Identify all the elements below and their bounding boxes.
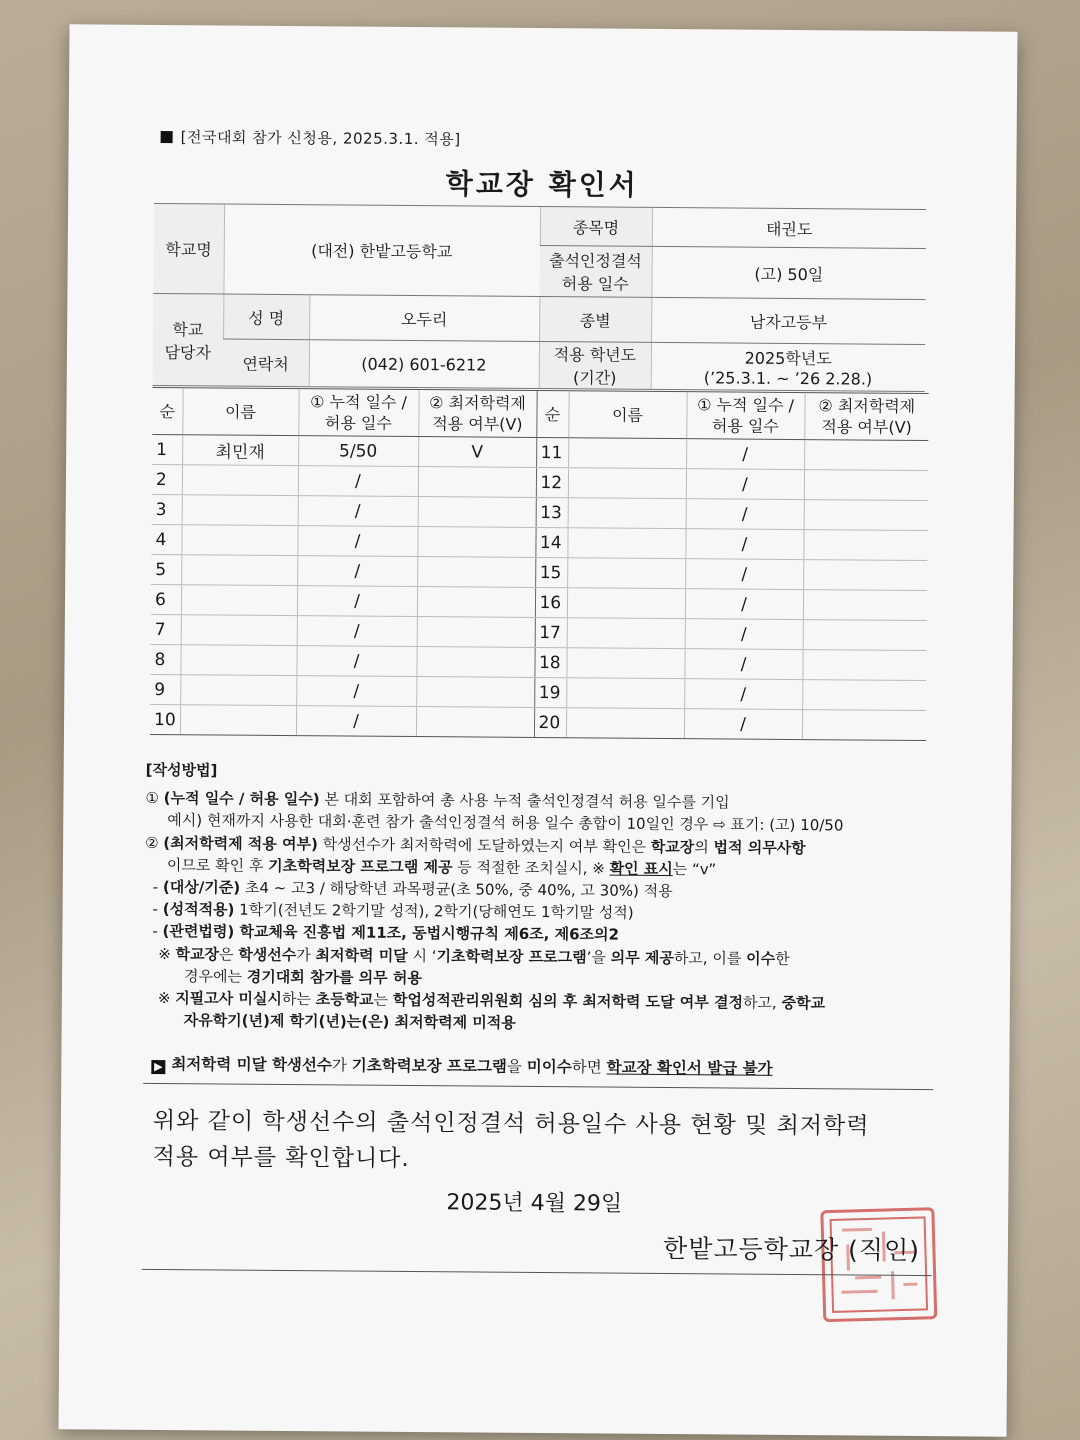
col-days [298,389,418,437]
row-name-right [567,618,685,649]
allowed-days-label-line2: 허용 일수 [561,274,629,294]
row-min [417,527,535,558]
row-days: / [297,616,417,647]
row-no-right: 12 [536,467,568,497]
col-min-line2: 적용 여부(V) [432,414,523,434]
t: 기초학력보장 프로그램 [436,946,587,967]
row-min [417,587,535,618]
writing-method [144,759,936,1038]
row-no: 10 [150,704,180,734]
document-paper [58,24,1017,1436]
row-name [180,705,296,736]
row-days: / [296,706,416,737]
t: 기초학력보장 프로그램 제공 [268,856,453,877]
method-line-2: 예시) 현재까지 사용한 대회·훈련 참가 출석인정결석 허용 일수 총합이 10일인 경우 ⇨ 표기: (고) 10/50 [167,811,844,835]
t: 법적 의무사항 [713,837,806,857]
col-no: 순 [152,387,182,434]
t: 경우에는 [183,967,247,986]
t: 최저학력 미달 [315,945,408,965]
row-no: 3 [152,494,182,524]
method-title: [작성방법] [145,760,218,780]
row-min-right [803,530,927,561]
row-no-right: 15 [535,557,567,587]
row-no: 1 [152,434,182,464]
col-days-right-line1: ① 누적 일수 / [697,395,795,416]
confirm-line-1: 위와 같이 학생선수의 출석인정결석 허용일수 사용 현황 및 최저학력 [152,1107,870,1140]
row-min [417,557,535,588]
row-days: / [297,526,417,557]
allowed-days-value: (고) 50일 [651,246,925,299]
row-no-right: 19 [534,677,566,707]
row-days: 5/50 [298,436,418,467]
row-days: / [296,676,416,707]
row-min-right [804,470,928,501]
col-name-right: 이름 [568,391,686,439]
row-no-right: 16 [535,587,567,617]
row-name-right [568,498,686,529]
row-no-right: 18 [534,647,566,677]
t: 하면 [571,1058,607,1077]
square-bullet-icon [161,131,173,143]
t: ’을 [586,948,611,967]
row-days: / [296,646,416,677]
row-days: / [297,586,417,617]
year-label-line2: (기간) [572,368,617,388]
t: 초4 ~ 고3 / 해당학년 과목평균(초 50%, 중 40%, 고 30%) 적용 [240,878,673,901]
row-min [416,677,534,708]
row-min-right [804,440,928,471]
info-table [153,203,926,392]
t: - [152,877,164,897]
t: (최저학력제 적용 여부) [163,833,318,853]
t: ※ [158,944,176,963]
t: 최저학력 미달 학생선수 [171,1055,332,1075]
row-no: 9 [150,674,180,704]
header-note-text: [전국대회 참가 신청용, 2025.3.1. 적용] [180,128,461,149]
manager-label-line1: 학교 [172,319,204,339]
t: 학생선수가 최저학력에 도달하였는지 여부 확인은 [317,834,651,856]
gender-label: 종별 [539,296,651,342]
sport-label: 종목명 [540,207,652,247]
t: 학생선수 [238,945,297,964]
row-name [181,615,297,646]
row-name-right [568,438,686,469]
row-days: / [297,556,417,587]
t: ① [145,789,164,808]
year-value-line2: (’25.3.1. ~ ’26 2.28.) [703,368,873,389]
roster-body [150,434,928,740]
manager-label [153,293,224,386]
t: 1학기(전년도 2학기말 성적), 2학기(당해연도 1학기말 성적) [234,900,634,922]
t: 자유학기(년)제 학기(년)는(은) 최저학력제 미적용 [183,1011,516,1033]
row-name-right [566,678,684,709]
t: 의무 제공 [610,948,674,967]
row-name-right [566,648,684,679]
row-no: 2 [152,464,182,494]
row-no-right: 11 [536,437,568,467]
row-min-right [803,620,927,651]
school-label: 학교명 [153,203,224,294]
row-no-right: 17 [535,617,567,647]
col-min [418,390,536,438]
t: 본 대회 포함하여 총 사용 누적 출석인정결석 허용 일수를 기입 [319,790,730,812]
row-no: 7 [151,614,181,644]
t: 미이수 [526,1057,572,1077]
t: (성적적용) [162,900,235,919]
row-min-right [804,500,928,531]
row-min-right [802,650,926,681]
t: 가 [296,945,316,964]
t: ② [145,833,164,852]
issue-date: 2025년 4월 29일 [446,1190,623,1217]
row-min [416,707,534,738]
row-name [181,525,297,556]
t: (대상/기준) [162,878,241,897]
signer-name: 한밭고등학교장 (직인) [663,1233,921,1266]
t: 이수 [746,949,776,968]
t: 의 [694,837,714,856]
row-name: 최민재 [182,435,298,466]
gender-value: 남자고등부 [651,297,925,344]
row-days-right: / [685,619,803,650]
t: 확인 표시 [609,859,673,878]
row-name-right [567,558,685,589]
row-no: 6 [151,584,181,614]
col-days-right-line2: 허용 일수 [711,416,779,436]
t: 중학교 [781,993,826,1013]
t: 가 [331,1056,352,1075]
row-days-right: / [684,679,802,710]
col-min-line1: ② 최저학력제 [429,393,527,413]
row-name [181,555,297,586]
bottom-divider [142,1269,932,1276]
row-min-right [802,710,926,741]
col-min-right [804,393,928,441]
t: 학교장 확인서 발급 불가 [606,1058,773,1078]
col-days-line1: ① 누적 일수 / [310,392,408,412]
t: 하는 [281,990,316,1009]
t: 은 [218,945,239,964]
row-min: V [418,437,536,468]
row-days-right: / [685,589,803,620]
arrow-box-icon: ▶ [151,1060,165,1074]
t: 기초학력보장 프로그램 [351,1056,508,1076]
t: 학교장 [175,944,220,964]
row-days-right: / [684,709,802,740]
row-days-right: / [685,559,803,590]
row-name [182,495,298,526]
row-no-right: 20 [534,707,566,737]
t: 하고, [742,993,782,1012]
row-no: 4 [151,524,181,554]
row-name [181,585,297,616]
row-days-right: / [686,439,804,470]
row-no: 8 [150,644,180,674]
col-name: 이름 [182,388,298,436]
row-days-right: / [685,529,803,560]
sport-value: 태권도 [652,207,926,248]
row-min-right [803,590,927,621]
year-value-line1: 2025학년도 [744,348,832,369]
t: (누적 일수 / 허용 일수) [163,789,320,809]
col-days-line2: 허용 일수 [324,413,392,433]
t: 등 적절한 조치실시, ※ [452,858,610,878]
row-name-right [567,528,685,559]
t: - [152,900,163,919]
row-days: / [298,466,418,497]
t: 초등학교 [315,990,374,1009]
contact-label: 연락처 [223,339,309,387]
row-name-right [568,468,686,499]
t: 하고, 이를 [673,948,747,968]
t: 는 [373,990,393,1009]
row-no-right: 14 [535,527,567,557]
year-label-line1: 적용 학년도 [553,345,637,365]
row-min [418,497,536,528]
row-name [182,465,298,496]
table-row [150,704,926,740]
t: 학교장 [650,837,695,856]
notice-line [151,1052,772,1079]
row-name-right [566,708,684,739]
row-min-right [802,680,926,711]
row-min [418,467,536,498]
row-min-right [803,560,927,591]
t: 을 [506,1057,527,1076]
t: ※ [157,989,176,1008]
t: 학업성적관리위원회 심의 후 최저학력 도달 여부 결정 [392,990,744,1012]
contact-value: (042) 601-6212 [309,340,539,389]
school-value: (대전) 한밭고등학교 [223,204,540,296]
row-name [180,645,296,676]
row-min [417,617,535,648]
allowed-days-label [539,245,651,297]
t: 시 ‘ [407,946,437,965]
t: (관련법령) 학교체육 진흥법 제11조, 동법시행규칙 제6조, 제6조의2 [162,922,620,945]
t: 지필고사 미실시 [175,989,282,1009]
year-label [539,341,651,389]
divider [143,1083,933,1090]
header-note [161,126,461,149]
t: 경기대회 참가를 의무 허용 [246,967,422,987]
col-days-right [686,392,804,440]
t: 한 [775,949,790,968]
name-label: 성 명 [223,294,309,340]
row-min [416,647,534,678]
row-days: / [298,496,418,527]
row-no-right: 13 [536,497,568,527]
row-days-right: / [686,469,804,500]
year-value [651,342,925,391]
allowed-days-label-line1: 출석인정결석 [548,251,642,271]
manager-label-line2: 담당자 [164,342,211,362]
t: 는 “v” [672,859,717,879]
roster-header-row [152,387,928,440]
name-value: 오두리 [309,295,539,342]
confirm-line-2: 적용 여부를 확인합니다. [152,1143,410,1173]
col-min-right-line2: 적용 여부(V) [821,417,912,437]
row-days-right: / [686,499,804,530]
t: 이므로 확인 후 [166,855,269,875]
roster-table [150,387,929,741]
row-no: 5 [151,554,181,584]
row-name [180,675,296,706]
row-days-right: / [684,649,802,680]
t: - [152,922,163,941]
col-min-right-line1: ② 최저학력제 [818,396,916,416]
row-name-right [567,588,685,619]
document-title: 학교장 확인서 [445,167,639,202]
confirm-text [152,1103,943,1181]
col-no-right: 순 [536,390,568,437]
